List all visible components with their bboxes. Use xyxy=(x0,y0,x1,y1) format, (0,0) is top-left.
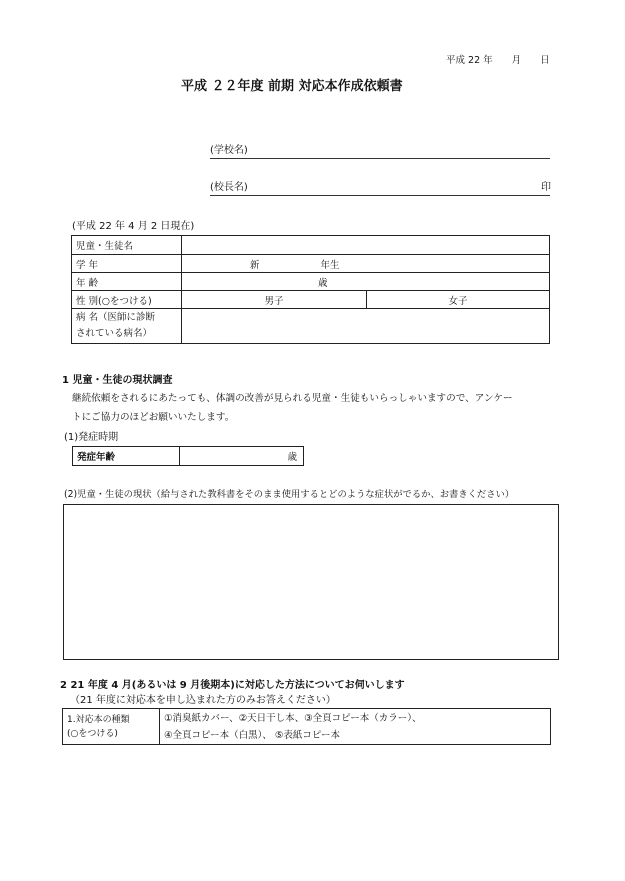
student-name-label: 児童・生徒名 xyxy=(72,236,182,255)
date-line: 平成 22 年 月 日 xyxy=(446,55,550,66)
disease-field[interactable] xyxy=(182,309,550,344)
grade-field[interactable] xyxy=(182,255,550,273)
response-options-line2: ④全頁コピー本（白黒）、 ⑤表紙コピー本 xyxy=(164,729,341,741)
grade-label: 学 年 xyxy=(72,255,182,273)
onset-age-unit: 歳 xyxy=(287,452,297,463)
response-type-label: 1.対応本の種類 (○をつける) xyxy=(63,709,160,745)
student-info-table xyxy=(71,235,550,344)
section1-paragraph-line2: トにご協力のほどお願いいたします。 xyxy=(72,412,235,423)
response-options-line1: ①消臭紙カバー、②天日干し本、③全頁コピー本（カラー）、 xyxy=(164,712,422,724)
onset-age-field[interactable] xyxy=(180,447,304,466)
student-name-field[interactable] xyxy=(182,236,550,255)
response-type-table xyxy=(62,708,551,745)
grade-suffix: 年生 xyxy=(320,259,340,271)
school-label: (学校名) xyxy=(210,145,248,156)
principal-name-line[interactable] xyxy=(210,195,550,196)
current-status-textarea[interactable] xyxy=(63,504,559,660)
gender-male-option[interactable]: 男子 xyxy=(182,291,367,309)
onset-age-label: 発症年齢 xyxy=(73,447,180,466)
gender-label: 性 別(○をつける) xyxy=(72,291,182,309)
section2-note: （21 年度に対応本を申し込まれた方のみお答えください） xyxy=(70,695,336,706)
current-status-subheading: (2)児童・生徒の現状（給与された教科書をそのまま使用するとどのような症状がでるか、お書きください） xyxy=(64,489,515,500)
onset-subheading: (1)発症時期 xyxy=(64,432,119,443)
seal-mark: 印 xyxy=(541,182,551,193)
age-label: 年 齢 xyxy=(72,273,182,291)
disease-label: 病 名（医師に診断 されている病名） xyxy=(72,309,182,344)
gender-female-option[interactable]: 女子 xyxy=(367,291,550,309)
section1-paragraph-line1: 継続依頼をされるにあたっても、体調の改善が見られる児童・生徒もいらっしゃいますので、アンケー xyxy=(72,393,513,404)
as-of-date: (平成 22 年 4 月 2 日現在) xyxy=(72,221,195,232)
onset-table xyxy=(72,446,304,466)
age-field[interactable] xyxy=(182,273,550,291)
page-title: 平成 ２２年度 前期 対応本作成依頼書 xyxy=(181,79,403,94)
response-type-options[interactable] xyxy=(160,709,551,745)
school-name-line[interactable] xyxy=(210,158,550,159)
grade-prefix: 新 xyxy=(250,259,260,271)
section2-heading: 2 21 年度 4 月(あるいは 9 月後期本)に対応した方法についてお伺いします xyxy=(60,680,405,691)
section1-heading: 1 児童・生徒の現状調査 xyxy=(62,375,173,386)
principal-label: (校長名) xyxy=(210,182,248,193)
age-unit: 歳 xyxy=(318,277,328,289)
